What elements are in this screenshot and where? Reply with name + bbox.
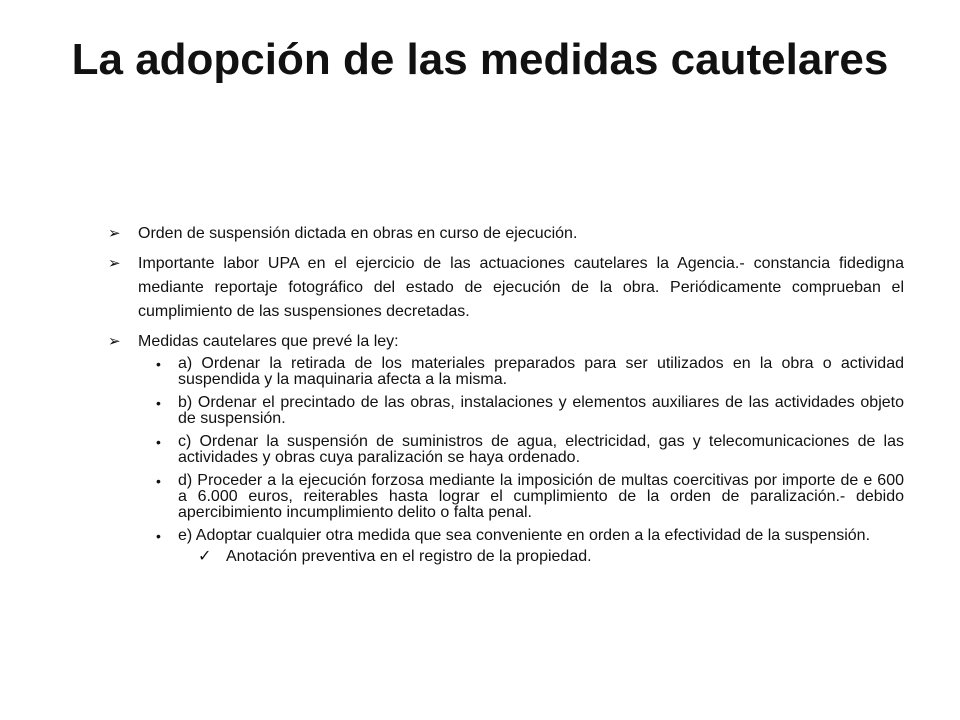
sub-bullet-text: b) Ordenar el precintado de las obras, instalaciones y elementos auxiliares de las actividades objeto de suspensión. [178, 394, 904, 427]
sub-bullet-item [154, 473, 904, 521]
sub-bullet-item [154, 434, 904, 466]
bullet-text: Importante labor UPA en el ejercicio de las actuaciones cautelares la Agencia.- constancia fidedigna mediante reportaje fotográfico del estado de ejecución de la obra. Periódicamente comprueban el cumplimiento de las suspensiones decretadas. [138, 255, 904, 320]
check-item-text: Anotación preventiva en el registro de la propiedad. [226, 548, 592, 565]
sub-bullet-text: a) Ordenar la retirada de los materiales preparados para ser utilizados en la obra o actividad suspendida y la maquinaria afecta a la misma. [178, 355, 904, 388]
sub-bullet-item [154, 395, 904, 427]
check-item [198, 546, 904, 568]
sub-bullet-text: e) Adoptar cualquier otra medida que sea conveniente en orden a la efectividad de la suspensión. [178, 527, 871, 544]
dot-bullet-icon: • [156, 356, 161, 372]
arrowhead-bullet-icon: ➢ [108, 333, 121, 350]
slide-title: La adopción de las medidas cautelares [71, 35, 889, 84]
arrowhead-bullet-icon: ➢ [108, 255, 121, 272]
dot-bullet-icon: • [156, 473, 161, 489]
sub-bullet-item [154, 356, 904, 388]
arrowhead-bullet-icon: ➢ [108, 225, 121, 242]
bullet-item [108, 222, 904, 246]
dot-bullet-icon: • [156, 434, 161, 450]
checkmark-icon: ✓ [198, 548, 212, 565]
bullet-text: Orden de suspensión dictada en obras en curso de ejecución. [138, 225, 578, 242]
dot-bullet-icon: • [156, 395, 161, 411]
bullet-text: Medidas cautelares que prevé la ley: [138, 333, 399, 350]
bullet-item [108, 330, 904, 354]
slide-body [108, 222, 904, 568]
dot-bullet-icon: • [156, 528, 161, 544]
bullet-item [108, 252, 904, 324]
sub-bullet-text: d) Proceder a la ejecución forzosa mediante la imposición de multas coercitivas por importe de e 600 a 6.000 euros, reiterables hasta lograr el cumplimiento de la orden de paralización.- debido apercibimiento incumplimiento delito o falta penal. [178, 472, 904, 521]
sub-bullet-text: c) Ordenar la suspensión de suministros de agua, electricidad, gas y telecomunicaciones de las actividades y obras cuya paralización se haya ordenado. [178, 433, 904, 466]
sub-bullet-item [154, 528, 904, 544]
